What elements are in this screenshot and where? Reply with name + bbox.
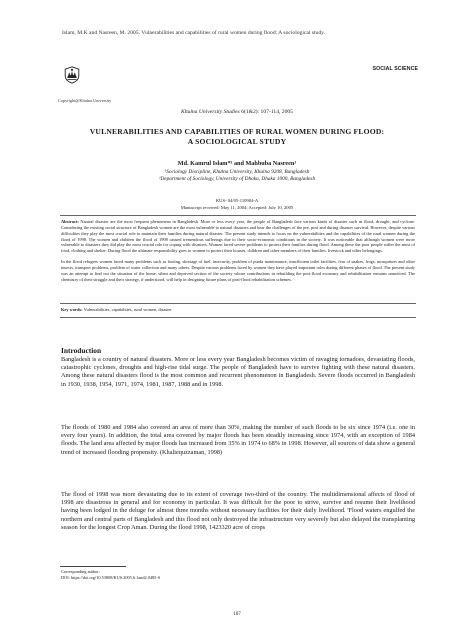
footnote-rule	[60, 566, 126, 567]
abstract-para-1-text: Natural disaster are the most frequent phenomena in Bangladesh. More or less every year, the people of Bangladesh face various kinds of disaster such as flood, drought, and cyclone. Considering the existing social structure of Bangladesh women are the most vulnerable to natural disasters and bear the challenges of the pre, post and during disaster survival. However, despite various difficulties they play the most crucial role to maintain their families during natural disaster. The present study intends to focus on the vulnerabilities and the capabilities of the rural women during the flood of 1998. The women and children the flood of 1998 caused tremendous sufferings due to their socio-economic conditions in the society. It was noticeable that although women were more vulnerable to disasters they did play the most crucial role for coping with disasters. Women faced severe problems to protect their families during flood. Among these the poor people suffer the most of food, clothing and shelter. During flood the ultimate responsibility goes to women to protect their houses, children and other members of their families, livestock and other belongings.	[61, 219, 415, 254]
abstract-label: Abstract:	[61, 219, 79, 224]
manuscript-dates: Manuscript received: May 11, 2004; Accepted: July 10, 2005	[180, 205, 294, 210]
copyright-notice: Copyright@Khulna University	[58, 98, 112, 103]
introduction-para-3: The flood of 1998 was more devastating due to its extent of coverage two-third of the country. The multidimensional affects of flood of 1998 are disastrous in general and for economy in particular. It was difficult for the poor to strive, survive and resume their livelihood having been lodged in the deluge for almost three months without necessary facilities for their daily livelihood. 'Flood waters engulfed the northern and central parts of Bangladesh and this flood not only destroyed the infrastructure very severely but also delayed the transplanting season for the longest Crop Aman. During the flood 1998, 1423320 acre of crops	[61, 491, 415, 531]
keywords-top-rule	[60, 303, 416, 304]
affiliation-1: ¹Sociology Discipline, Khulna University, Khulna 9208, Bangladesh	[164, 169, 310, 175]
introduction-para-1: Bangladesh is a country of natural disasters. More or less every year Bangladesh becomes victim of ravaging tornadoes, devastating floods, catastrophic cyclones, droughts and high-rise tidal surge. The people of Bangladesh have to survive fighting with these natural disasters. Among these natural disasters flood is the most common and recurrent phenomenon in Bangladesh. Severe floods occurred in Bangladesh in 1930, 1938, 1954, 1971, 1974, 1981, 1987, 1988 and in 1998.	[61, 356, 415, 388]
journal-reference	[0, 109, 474, 115]
section-label: SOCIAL SCIENCE	[372, 66, 418, 72]
abstract-top-rule	[60, 215, 416, 216]
introduction-heading: Introduction	[61, 346, 102, 355]
keywords	[61, 307, 415, 312]
page-number: 107	[233, 611, 241, 617]
affiliation-2: ²Department of Sociology, University of Dhaka, Dhaka 1000, Bangladesh	[158, 176, 316, 182]
keywords-bottom-rule	[60, 317, 416, 318]
article-title	[0, 127, 474, 146]
article-title-line1: VULNERABILITIES AND CAPABILITIES OF RURAL WOMEN DURING FLOOD:	[89, 127, 385, 136]
keywords-text: Vulnerabilities, capabilities, rural women, disaster	[82, 307, 172, 312]
citation-header: Islam, M.K and Nasreen, M. 2005. Vulnerabilities and capabilities of rural women during flood: A sociological study.	[62, 30, 325, 36]
abstract	[61, 219, 415, 287]
university-seal-icon	[64, 66, 80, 84]
journal-name: Khulna University Studies	[181, 109, 240, 115]
keywords-label: Key words:	[61, 307, 83, 312]
article-title-line2: A SOCIOLOGICAL STUDY	[187, 136, 287, 146]
doi-note: DOI: https://doi.org/10.53808/KUS.2005.6.1and2.0485-S	[61, 575, 161, 580]
journal-details: 6(1&2): 107-114, 2005	[241, 109, 293, 115]
abstract-para-1	[61, 219, 415, 254]
abstract-para-2: In the flood refugees women faced many problems such as looting, shortage of fuel, insecurity, problem of purda maintenance, insufficient toilet facilities, fear of snakes, frogs, mosquitoes and other insects, transport problems, problem of water collection and many others. Despite various problems faced by women they have played important roles during different phases of flood. The present study was an attempt to find out the situation of the home, silent and deprived section of the society whose contributions in rebuilding the post-flood economy and rehabilitation remains unnoticed. The chemistry of their struggle and their strategy, if understood, will help in designing future plans of post-flood rehabilitation schemes.	[61, 259, 415, 282]
corresponding-author-note: Corresponding author:	[61, 569, 100, 574]
ku-code: KUS- 04/05-110904-A	[215, 198, 259, 203]
introduction-para-2: The floods of 1980 and 1984 also covered an area of more than 30%, making the number of such floods to be six since 1974 (i.e. one in every four years). In addition, the total area covered by major floods has been steadily increasing since 1974, with an exception of 1984 floods. The land area affected by major floods has increased from 35% in 1974 to 68% in 1998. However, all sources of data show a general trend of increased flooding propensity. (Khaliequzzaman, 1998)	[61, 424, 415, 456]
article-authors: Md. Kamrul Islam*¹ and Mahbuba Nasreen²	[177, 160, 297, 167]
